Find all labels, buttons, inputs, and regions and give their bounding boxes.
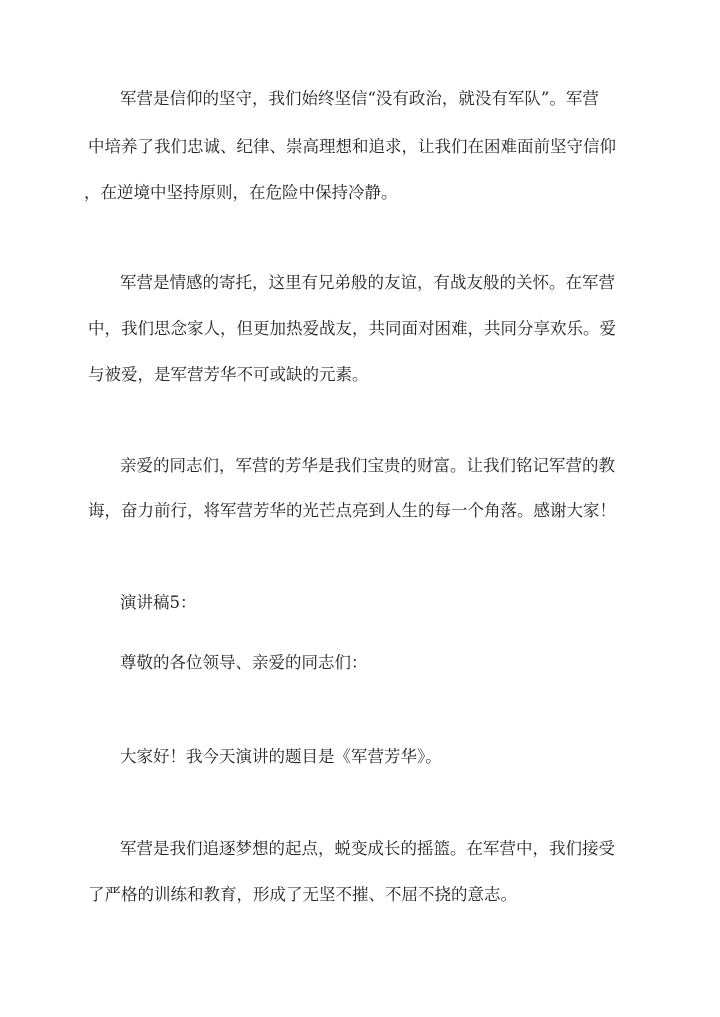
paragraph-3-line-1: 亲爱的同志们，军营的芳华是我们宝贵的财富。让我们铭记军营的教 (120, 456, 615, 475)
paragraph-2-line-3: 与被爱，是军营芳华不可或缺的元素。 (88, 365, 369, 384)
salutation: 尊敬的各位领导、亲爱的同志们： (120, 653, 368, 672)
paragraph-4-line-1: 军营是我们追逐梦想的起点，蜕变成长的摇篮。在军营中，我们接受 (120, 839, 615, 858)
paragraph-1-line-1: 军营是信仰的坚守，我们始终坚信“没有政治，就没有军队”。军营 (120, 89, 599, 108)
paragraph-1-line-3: ，在逆境中坚持原则，在危险中保持冷静。 (84, 183, 398, 202)
greeting: 大家好！我今天演讲的题目是《军营芳华》。 (120, 747, 442, 766)
speech-heading: 演讲稿5： (120, 593, 197, 612)
paragraph-2-line-1: 军营是情感的寄托，这里有兄弟般的友谊，有战友般的关怀。在军营 (120, 273, 615, 292)
paragraph-2-line-2: 中，我们思念家人，但更加热爱战友，共同面对困难，共同分享欢乐。爱 (88, 319, 616, 338)
paragraph-4-line-2: 了严格的训练和教育，形成了无坚不摧、不屈不挠的意志。 (88, 885, 517, 904)
paragraph-3-line-2: 诲，奋力前行，将军营芳华的光芒点亮到人生的每一个角落。感谢大家！ (88, 501, 616, 520)
paragraph-1-line-2: 中培养了我们忠诚、纪律、崇高理想和追求，让我们在困难面前坚守信仰 (88, 137, 616, 156)
